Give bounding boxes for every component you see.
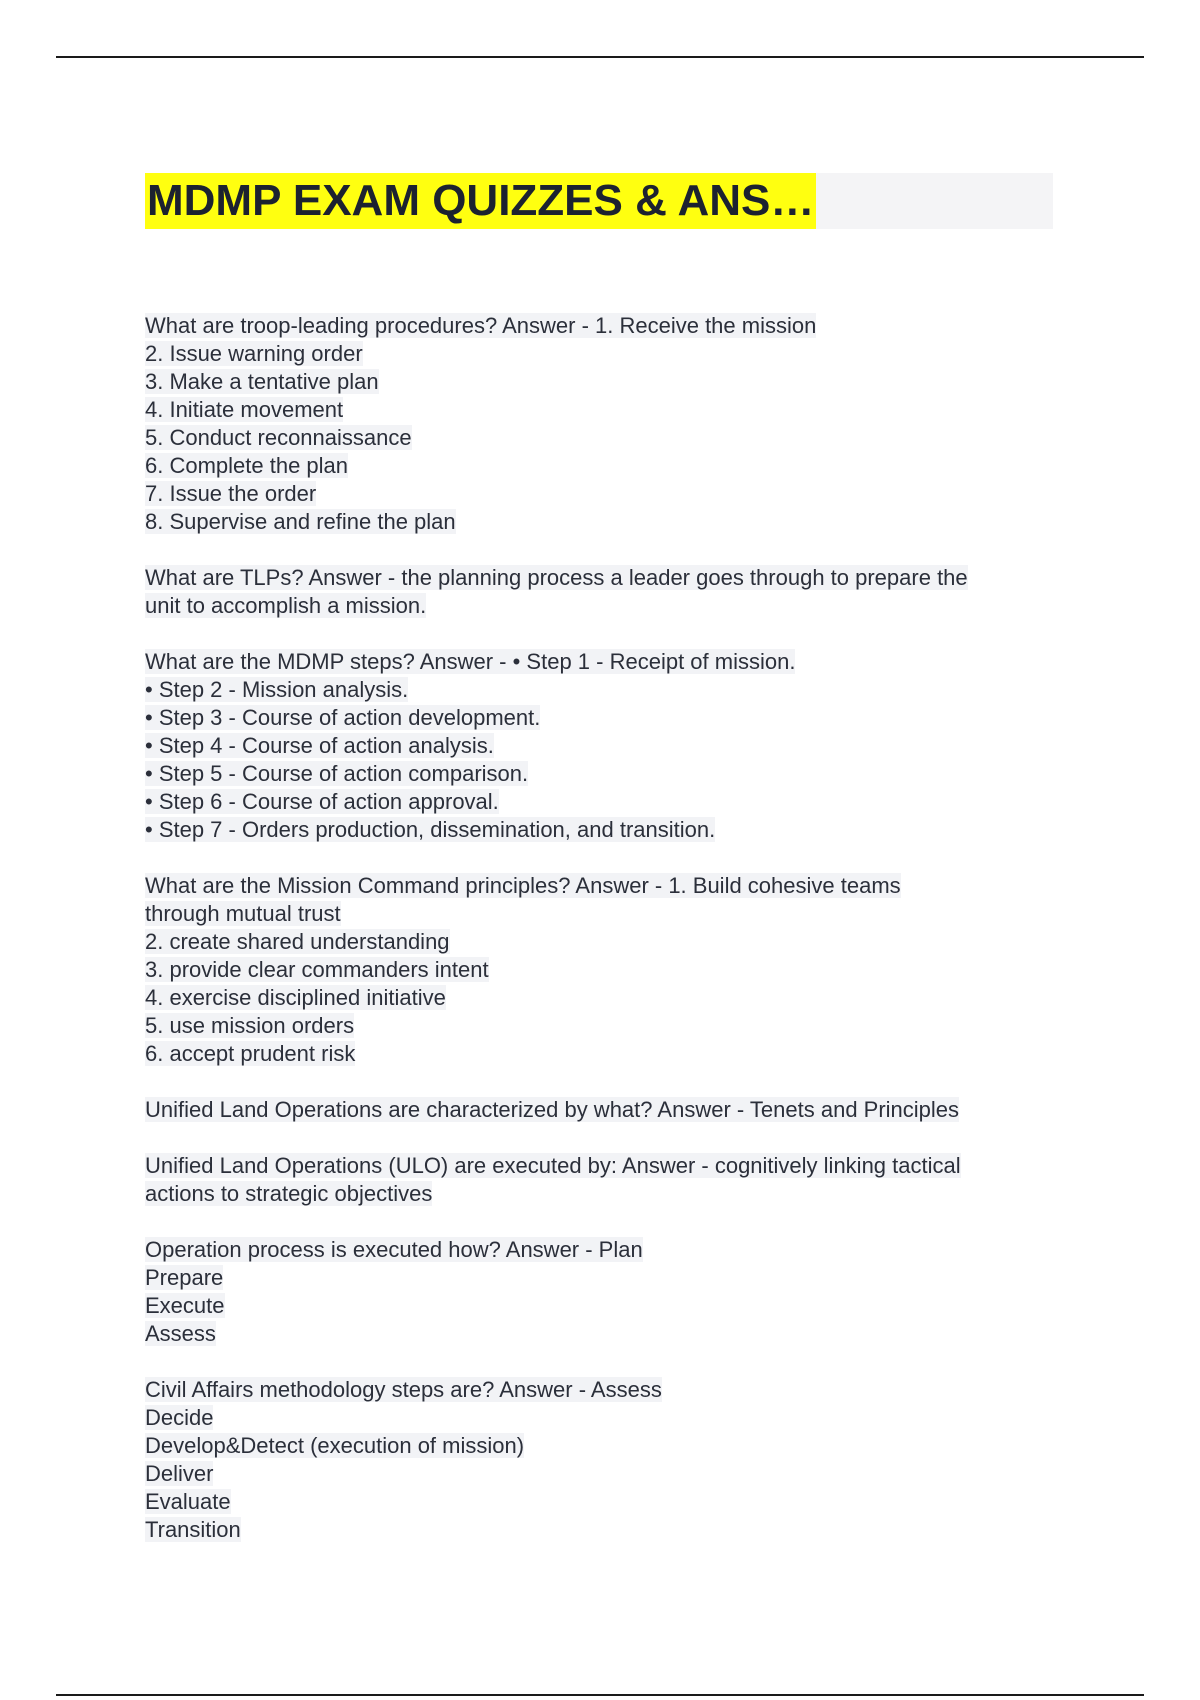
qa-line: • Step 5 - Course of action comparison.: [145, 761, 529, 786]
qa-block: [145, 1152, 1075, 1208]
qa-line: 6. Complete the plan: [145, 453, 349, 478]
qa-line: Evaluate: [145, 1489, 231, 1514]
qa-block: [145, 564, 1075, 620]
qa-content: [145, 312, 1075, 1572]
qa-block: [145, 1096, 1075, 1124]
qa-line: Assess: [145, 1321, 216, 1346]
qa-line: • Step 6 - Course of action approval.: [145, 789, 499, 814]
qa-line: Operation process is executed how? Answer - Plan: [145, 1237, 643, 1262]
qa-line: Execute: [145, 1293, 225, 1318]
qa-line: Deliver: [145, 1461, 214, 1486]
qa-line: 2. create shared understanding: [145, 929, 450, 954]
qa-line: • Step 3 - Course of action development.: [145, 705, 541, 730]
qa-block: [145, 1376, 1075, 1544]
qa-line: 5. Conduct reconnaissance: [145, 425, 412, 450]
qa-line: Prepare: [145, 1265, 224, 1290]
document-title: MDMP EXAM QUIZZES & ANS…: [145, 173, 816, 229]
qa-line: Develop&Detect (execution of mission): [145, 1433, 525, 1458]
qa-line: • Step 4 - Course of action analysis.: [145, 733, 494, 758]
qa-block: [145, 312, 1075, 536]
qa-block: [145, 648, 1075, 844]
qa-line: 5. use mission orders: [145, 1013, 355, 1038]
qa-line: Decide: [145, 1405, 214, 1430]
qa-line: 3. provide clear commanders intent: [145, 957, 489, 982]
qa-block: [145, 1236, 1075, 1348]
qa-line: unit to accomplish a mission.: [145, 593, 427, 618]
qa-line: Transition: [145, 1517, 241, 1542]
qa-line: Unified Land Operations (ULO) are executed by: Answer - cognitively linking tactical: [145, 1153, 961, 1178]
qa-line: 4. exercise disciplined initiative: [145, 985, 446, 1010]
qa-line: • Step 2 - Mission analysis.: [145, 677, 409, 702]
qa-line: Civil Affairs methodology steps are? Answer - Assess: [145, 1377, 662, 1402]
qa-line: What are the Mission Command principles? Answer - 1. Build cohesive teams: [145, 873, 901, 898]
qa-line: What are TLPs? Answer - the planning process a leader goes through to prepare the: [145, 565, 968, 590]
qa-line: 7. Issue the order: [145, 481, 317, 506]
qa-block: [145, 872, 1075, 1068]
qa-line: 3. Make a tentative plan: [145, 369, 379, 394]
qa-line: 6. accept prudent risk: [145, 1041, 356, 1066]
qa-line: actions to strategic objectives: [145, 1181, 433, 1206]
qa-line: 4. Initiate movement: [145, 397, 344, 422]
top-rule: [56, 56, 1144, 58]
qa-line: Unified Land Operations are characterized by what? Answer - Tenets and Principles: [145, 1097, 960, 1122]
bottom-rule: [56, 1694, 1144, 1696]
qa-line: • Step 7 - Orders production, dissemination, and transition.: [145, 817, 716, 842]
qa-line: 8. Supervise and refine the plan: [145, 509, 456, 534]
qa-line: What are troop-leading procedures? Answer - 1. Receive the mission: [145, 313, 817, 338]
qa-line: 2. Issue warning order: [145, 341, 363, 366]
qa-line: through mutual trust: [145, 901, 341, 926]
qa-line: What are the MDMP steps? Answer - • Step 1 - Receipt of mission.: [145, 649, 796, 674]
